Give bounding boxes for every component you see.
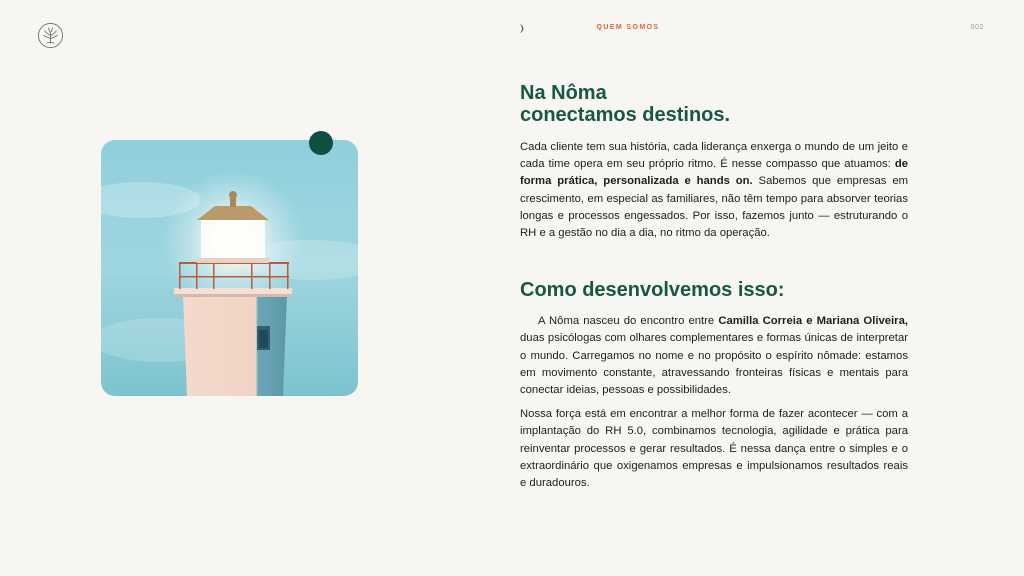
- page-number: 002: [970, 24, 984, 31]
- lighthouse-photo: [101, 140, 358, 396]
- intro-text-end: Sabemos que empresas em crescimento, em especial as familiares, não têm tempo para absorver teorias longas e processos engessados. Por isso, fazemos junto — estruturando o RH e a gestão no dia a dia, no ritmo da operação.: [520, 175, 909, 240]
- founders-names: Camilla Correia e Mariana Oliveira,: [718, 315, 908, 328]
- founders-text-end: duas psicólogas com olhares complementares e formas únicas de interpretar o mundo. Carregamos no nome e no propósito o espírito nômade: estamos em movimento constante, atravessando fronteiras físicas e mentais para conectar ideias, pessoas e possibilidades.: [520, 332, 908, 397]
- founders-text-start: A Nôma nasceu do encontro entre: [538, 315, 719, 328]
- intro-text-start: Cada cliente tem sua história, cada liderança enxerga o mundo de um jeito e cada time opera em seu próprio ritmo. É nesse compasso que atuamos:: [520, 141, 908, 171]
- section-label: QUEM SOMOS: [596, 24, 660, 31]
- strength-paragraph: Nossa força está em encontrar a melhor forma de fazer acontecer — com a implantação do RH 5.0, combinamos tecnologia, agilidade e prática para reinventar processos e gerar resultados. É nessa dança entre o simples e o extraordinário que oxigenamos empresas e impulsionamos resultados reais e duradouros.: [520, 408, 908, 490]
- accent-dot: [309, 131, 333, 155]
- founders-paragraph: [520, 313, 908, 399]
- main-content: [520, 82, 908, 492]
- headline-line-2: conectamos destinos.: [520, 104, 731, 126]
- intro-paragraph: [520, 139, 908, 242]
- section-heading: Como desenvolvemos isso:: [520, 279, 785, 302]
- intro-bold-text: de forma prática, personalizada e hands on.: [520, 158, 908, 188]
- headline-line-1: Na Nôma: [520, 82, 607, 104]
